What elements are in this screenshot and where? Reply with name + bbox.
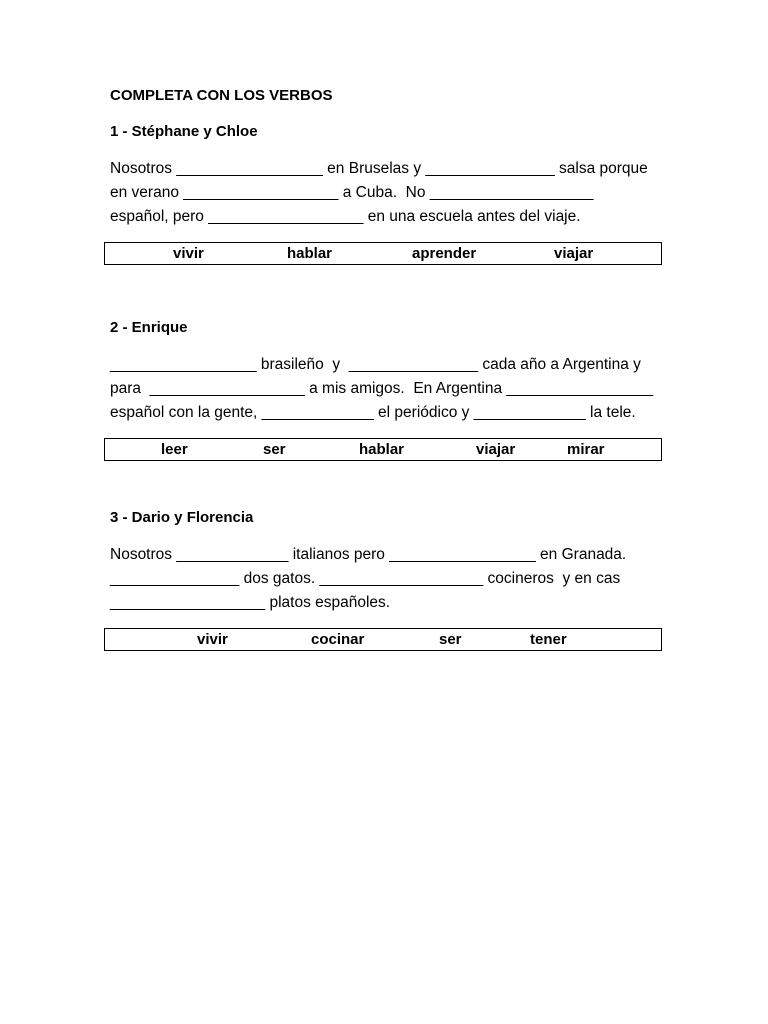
section-3-verb-1: vivir xyxy=(197,631,228,648)
section-2-verb-box xyxy=(104,438,662,461)
section-2-verb-5: mirar xyxy=(567,441,605,458)
section-2-line-3: español con la gente, _____________ el periódico y _____________ la tele. xyxy=(110,404,636,421)
section-2-verb-1: leer xyxy=(161,441,188,458)
section-3-verb-4: tener xyxy=(530,631,567,648)
section-3-line-2: _______________ dos gatos. ___________________ cocineros y en cas xyxy=(110,570,621,587)
section-3-verb-box xyxy=(104,628,662,651)
section-1-line-1: Nosotros _________________ en Bruselas y _______________ salsa porque xyxy=(110,160,648,177)
section-1-paragraph xyxy=(110,157,670,229)
section-2-line-2: para __________________ a mis amigos. En Argentina _________________ xyxy=(110,380,653,397)
section-1-verb-3: aprender xyxy=(412,245,477,262)
section-1-line-3: español, pero __________________ en una escuela antes del viaje. xyxy=(110,208,581,225)
section-2-heading: 2 - Enrique xyxy=(110,319,188,336)
section-1-heading: 1 - Stéphane y Chloe xyxy=(110,123,258,140)
section-2-verb-3: hablar xyxy=(359,441,405,458)
section-2-paragraph xyxy=(110,353,670,425)
section-1-verb-1: vivir xyxy=(173,245,204,262)
section-1-line-2: en verano __________________ a Cuba. No ___________________ xyxy=(110,184,594,201)
section-2-verb-2: ser xyxy=(263,441,286,458)
section-1-verb-2: hablar xyxy=(287,245,333,262)
section-2-verb-4: viajar xyxy=(476,441,516,458)
worksheet-title: COMPLETA CON LOS VERBOS xyxy=(110,87,333,104)
section-3-line-3: __________________ platos españoles. xyxy=(110,594,391,611)
section-3-verb-3: ser xyxy=(439,631,462,648)
section-1-verb-box xyxy=(104,242,662,265)
section-3-line-1: Nosotros _____________ italianos pero _________________ en Granada. xyxy=(110,546,627,563)
section-2-line-1: _________________ brasileño y _______________ cada año a Argentina y xyxy=(110,356,641,373)
section-3-verb-2: cocinar xyxy=(311,631,365,648)
section-1-verb-4: viajar xyxy=(554,245,594,262)
section-3-paragraph xyxy=(110,543,670,615)
section-3-heading: 3 - Dario y Florencia xyxy=(110,509,254,526)
